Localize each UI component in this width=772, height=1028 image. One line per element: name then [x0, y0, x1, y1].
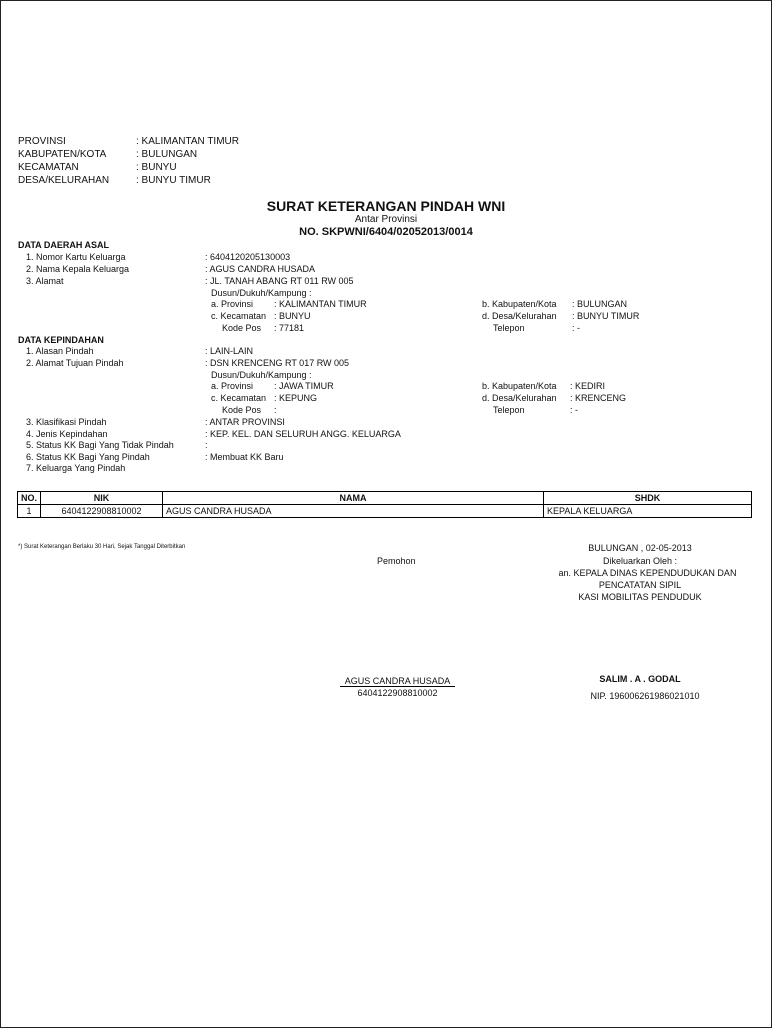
dest-district-value: : KEPUNG: [274, 393, 318, 403]
applicant-nik: 6404122908810002: [357, 688, 438, 698]
origin-regency-label: b. Kabupaten/Kota: [482, 299, 557, 309]
cell-nama: AGUS CANDRA HUSADA: [163, 505, 544, 518]
dest-district-label: c. Kecamatan: [211, 393, 267, 403]
dest-village-label: d. Desa/Kelurahan: [482, 393, 557, 403]
origin-address-value: : JL. TANAH ABANG RT 011 RW 005: [205, 276, 354, 286]
document-title: SURAT KETERANGAN PINDAH WNI: [266, 198, 506, 214]
region-row-village: DESA/KELURAHAN : BUNYU TIMUR: [18, 175, 211, 186]
issued-by: Dikeluarkan Oleh :: [602, 556, 678, 566]
dest-province-value: : JAWA TIMUR: [274, 381, 334, 391]
dest-village-value: : KRENCENG: [570, 393, 627, 403]
document-subtitle: Antar Provinsi: [354, 214, 418, 225]
origin-district-value: : BUNYU: [274, 311, 311, 321]
region-row-district: KECAMATAN : BUNYU: [18, 162, 177, 173]
origin-section-title: DATA DAERAH ASAL: [18, 240, 109, 250]
table-row: [18, 505, 752, 518]
col-no-header: NO.: [18, 492, 41, 505]
table-header-row: [18, 492, 752, 505]
origin-province-value: : KALIMANTAN TIMUR: [274, 299, 367, 309]
kk-number-value: : 6404120205130003: [205, 252, 291, 262]
move-reason-value: : LAIN-LAIN: [205, 346, 254, 356]
cell-no: 1: [18, 505, 41, 518]
col-shdk-header: SHDK: [544, 492, 752, 505]
dest-address-value: : DSN KRENCENG RT 017 RW 005: [205, 358, 350, 368]
status-stay-label: 5. Status KK Bagi Yang Tidak Pindah: [26, 440, 174, 450]
origin-postcode-label: Kode Pos: [222, 323, 262, 333]
document-number: NO. SKPWNI/6404/02052013/0014: [299, 226, 473, 238]
dest-phone-value: : -: [570, 405, 578, 415]
official-line-3: KASI MOBILITAS PENDUDUK: [578, 592, 702, 602]
dest-province-label: a. Provinsi: [211, 381, 254, 391]
status-move-label: 6. Status KK Bagi Yang Pindah: [26, 452, 150, 462]
validity-note: *) Surat Keterangan Berlaku 30 Hari, Sejak Tanggal Diterbitkan: [18, 544, 186, 550]
dest-address-label: 2. Alamat Tujuan Pindah: [26, 358, 124, 368]
move-type-label: 4. Jenis Kepindahan: [26, 429, 108, 439]
dest-regency-label: b. Kabupaten/Kota: [482, 381, 557, 391]
region-block: [18, 135, 239, 187]
dest-postcode-label: Kode Pos: [222, 405, 262, 415]
family-head-label: 2. Nama Kepala Keluarga: [26, 264, 130, 274]
move-class-value: : ANTAR PROVINSI: [205, 417, 285, 427]
official-nip: NIP. 196006261986021010: [590, 691, 700, 701]
origin-province-label: a. Provinsi: [211, 299, 254, 309]
cell-shdk: KEPALA KELUARGA: [544, 505, 752, 518]
dest-dusun: Dusun/Dukuh/Kampung :: [211, 370, 312, 380]
status-stay-value: :: [205, 440, 208, 450]
origin-postcode-value: : 77181: [274, 323, 305, 333]
col-nik-header: NIK: [41, 492, 163, 505]
status-move-value: : Membuat KK Baru: [205, 452, 284, 462]
official-line-1: an. KEPALA DINAS KEPENDUDUKAN DAN: [558, 568, 737, 578]
origin-village-label: d. Desa/Kelurahan: [482, 311, 557, 321]
applicant-title: Pemohon: [377, 556, 416, 566]
region-row-province: PROVINSI : KALIMANTAN TIMUR: [18, 136, 239, 147]
move-reason-label: 1. Alasan Pindah: [26, 346, 94, 356]
col-nama-header: NAMA: [163, 492, 544, 505]
official-name: SALIM . A . GODAL: [599, 674, 681, 684]
dest-phone-label: Telepon: [493, 405, 525, 415]
kk-number-label: 1. Nomor Kartu Keluarga: [26, 252, 126, 262]
origin-regency-value: : BULUNGAN: [572, 299, 628, 309]
move-section-title: DATA KEPINDAHAN: [18, 335, 104, 345]
dest-regency-value: : KEDIRI: [570, 381, 606, 391]
origin-village-value: : BUNYU TIMUR: [572, 311, 640, 321]
region-row-regency: KABUPATEN/KOTA : BULUNGAN: [18, 149, 198, 160]
dest-postcode-value: :: [274, 405, 277, 415]
origin-dusun: Dusun/Dukuh/Kampung :: [211, 288, 312, 298]
origin-phone-value: : -: [572, 323, 580, 333]
cell-nik: 6404122908810002: [41, 505, 163, 518]
move-class-label: 3. Klasifikasi Pindah: [26, 417, 107, 427]
official-line-2: PENCATATAN SIPIL: [598, 580, 682, 590]
origin-phone-label: Telepon: [493, 323, 525, 333]
applicant-name: AGUS CANDRA HUSADA: [340, 676, 455, 687]
move-type-value: : KEP. KEL. DAN SELURUH ANGG. KELUARGA: [205, 429, 401, 439]
place-date: BULUNGAN , 02-05-2013: [588, 543, 692, 553]
family-moving-label: 7. Keluarga Yang Pindah: [26, 463, 126, 473]
family-head-value: : AGUS CANDRA HUSADA: [205, 264, 316, 274]
origin-district-label: c. Kecamatan: [211, 311, 267, 321]
origin-address-label: 3. Alamat: [26, 276, 64, 286]
members-table: [17, 491, 752, 518]
